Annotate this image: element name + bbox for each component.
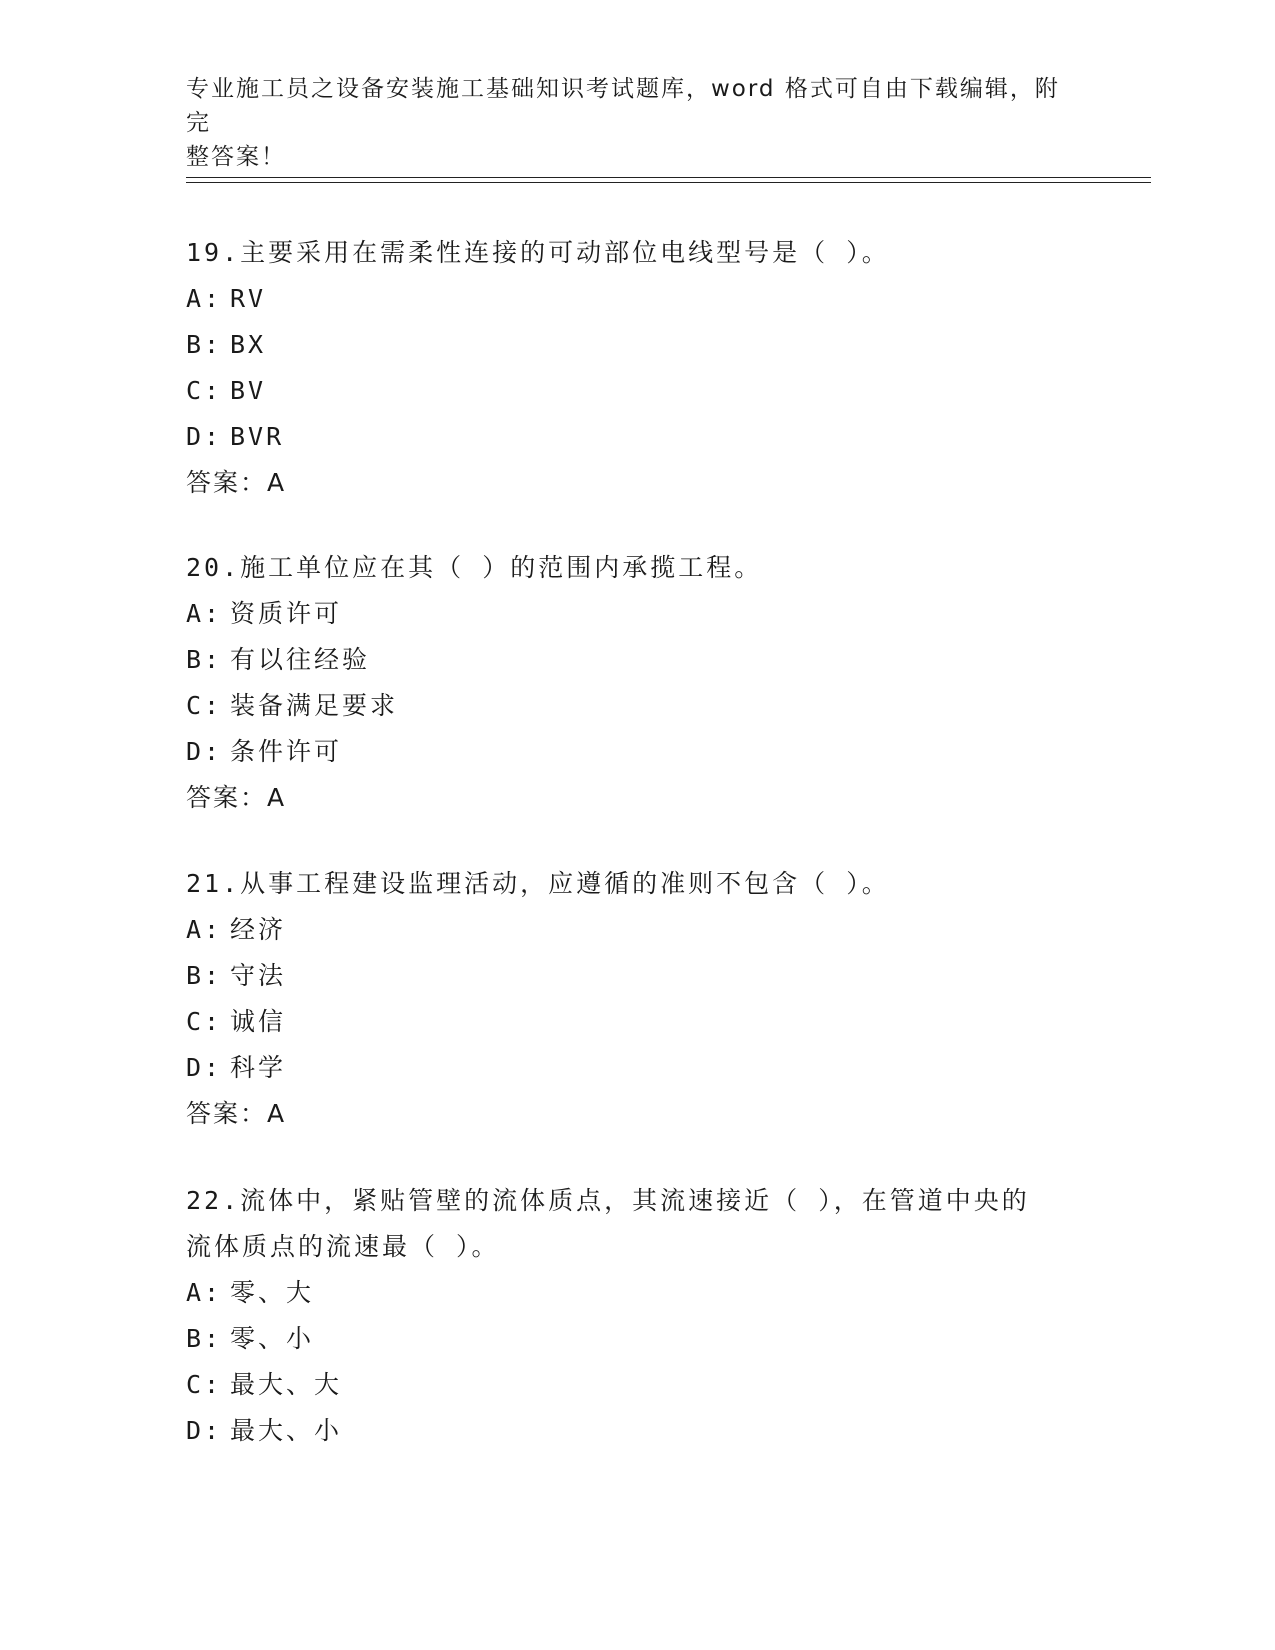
document-header xyxy=(186,72,1066,174)
option-text: 经济 xyxy=(230,915,287,944)
option-d xyxy=(186,1408,1086,1454)
option-d xyxy=(186,729,1086,775)
question-20 xyxy=(186,545,1086,821)
option-letter: B: xyxy=(186,1324,223,1353)
option-text: 科学 xyxy=(230,1053,287,1082)
option-text: 零、大 xyxy=(230,1278,315,1307)
option-text: 资质许可 xyxy=(230,599,343,628)
header-divider-top xyxy=(186,177,1151,178)
option-letter: C: xyxy=(186,376,223,405)
option-text: BVR xyxy=(230,422,285,451)
option-a xyxy=(186,1270,1086,1316)
option-letter: C: xyxy=(186,1370,223,1399)
option-letter: B: xyxy=(186,645,223,674)
question-stem: 19.主要采用在需柔性连接的可动部位电线型号是（ ）。 xyxy=(186,238,890,267)
option-a xyxy=(186,276,1086,322)
option-a xyxy=(186,591,1086,637)
option-letter: B: xyxy=(186,961,223,990)
option-text: 有以往经验 xyxy=(230,645,371,674)
question-stem-line-1: 22.流体中，紧贴管壁的流体质点，其流速接近（ ），在管道中央的 xyxy=(186,1186,1030,1215)
question-21 xyxy=(186,861,1086,1137)
option-b xyxy=(186,322,1086,368)
answer-line: 答案：A xyxy=(186,468,287,497)
option-text: 最大、大 xyxy=(230,1370,343,1399)
option-text: 装备满足要求 xyxy=(230,691,399,720)
option-letter: D: xyxy=(186,422,223,451)
question-stem: 21.从事工程建设监理活动，应遵循的准则不包含（ ）。 xyxy=(186,869,890,898)
option-d xyxy=(186,1045,1086,1091)
question-stem-line-2: 流体质点的流速最（ ）。 xyxy=(186,1232,500,1261)
option-text: 诚信 xyxy=(230,1007,287,1036)
answer-line: 答案：A xyxy=(186,1099,287,1128)
answer-line: 答案：A xyxy=(186,783,287,812)
option-text: RV xyxy=(230,284,267,313)
option-a xyxy=(186,907,1086,953)
option-letter: A: xyxy=(186,284,223,313)
header-line-2: 整答案！ xyxy=(186,144,286,170)
option-text: 零、小 xyxy=(230,1324,315,1353)
option-text: BX xyxy=(230,330,267,359)
option-letter: C: xyxy=(186,1007,223,1036)
option-letter: A: xyxy=(186,915,223,944)
header-line-1: 专业施工员之设备安装施工基础知识考试题库，word 格式可自由下载编辑，附完 xyxy=(186,76,1060,136)
option-b xyxy=(186,953,1086,999)
option-text: 最大、小 xyxy=(230,1416,343,1445)
option-c xyxy=(186,999,1086,1045)
option-letter: A: xyxy=(186,1278,223,1307)
option-c xyxy=(186,368,1086,414)
option-text: BV xyxy=(230,376,267,405)
option-text: 守法 xyxy=(230,961,287,990)
header-divider-bottom xyxy=(186,182,1151,183)
option-b xyxy=(186,637,1086,683)
option-text: 条件许可 xyxy=(230,737,343,766)
question-22 xyxy=(186,1178,1086,1454)
option-letter: D: xyxy=(186,1053,223,1082)
option-d xyxy=(186,414,1086,460)
option-c xyxy=(186,1362,1086,1408)
option-letter: D: xyxy=(186,1416,223,1445)
option-letter: C: xyxy=(186,691,223,720)
option-letter: B: xyxy=(186,330,223,359)
option-letter: A: xyxy=(186,599,223,628)
question-19 xyxy=(186,230,1086,506)
option-letter: D: xyxy=(186,737,223,766)
option-c xyxy=(186,683,1086,729)
option-b xyxy=(186,1316,1086,1362)
question-stem: 20.施工单位应在其（ ）的范围内承揽工程。 xyxy=(186,553,763,582)
